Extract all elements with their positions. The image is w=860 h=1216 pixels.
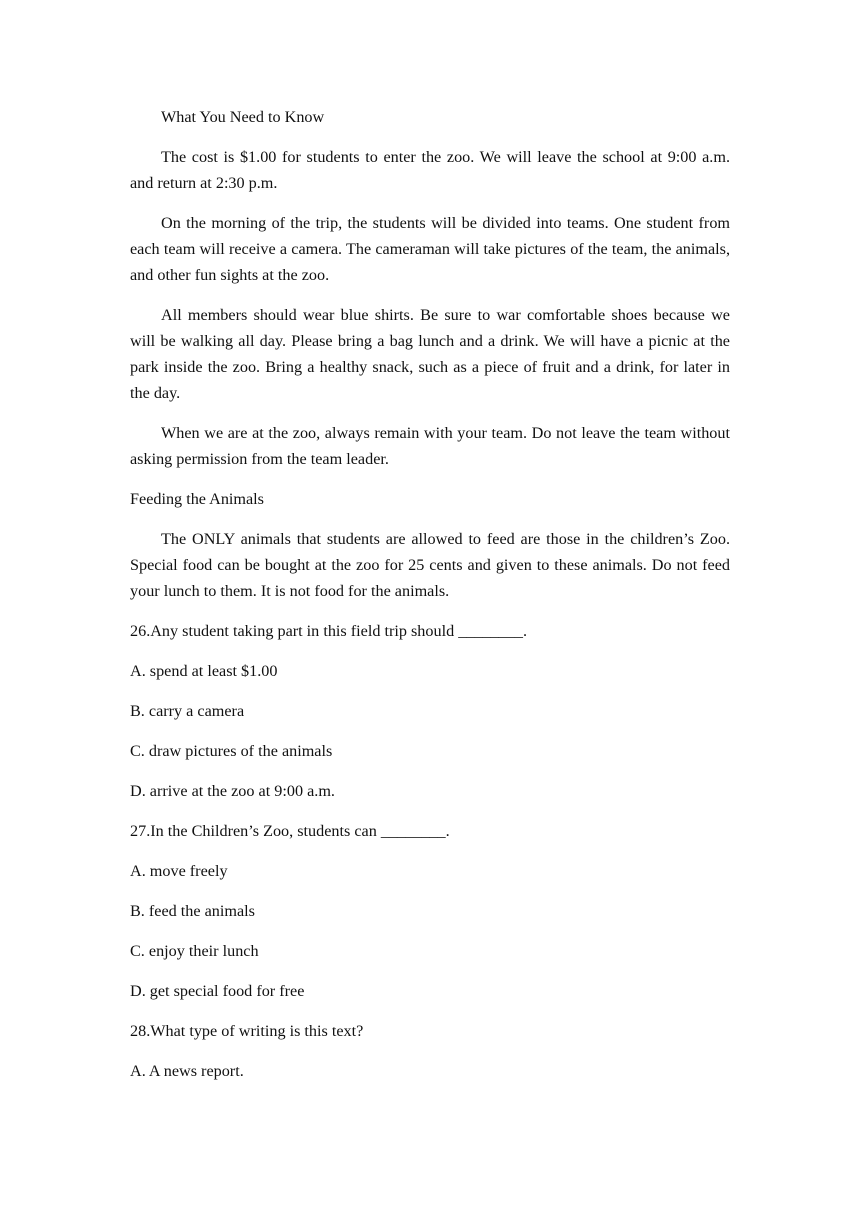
answer-option-b: B. carry a camera: [130, 702, 245, 720]
section-heading-feeding-the-animals: Feeding the Animals: [130, 490, 264, 508]
paragraph-clothing-lunch: All members should wear blue shirts. Be sure to war comfortable shoes because we will be walking all day. Please bring a bag lunch and a drink. We will have a picnic at the park inside the zoo. Bring a healthy snack, such as a piece of fruit and a drink, for later in the day.: [130, 306, 730, 402]
question-stem: 27.In the Children’s Zoo, students can ________.: [130, 822, 450, 840]
answer-option-a: A. move freely: [130, 862, 228, 880]
answer-option-c: C. draw pictures of the animals: [130, 742, 333, 760]
paragraph-stay-with-team: When we are at the zoo, always remain with your team. Do not leave the team without asking permission from the team leader.: [130, 424, 730, 468]
paragraph-cost: The cost is $1.00 for students to enter the zoo. We will leave the school at 9:00 a.m. and return at 2:30 p.m.: [130, 148, 730, 192]
answer-option-a: A. A news report.: [130, 1062, 244, 1080]
paragraph-feeding-rules: The ONLY animals that students are allowed to feed are those in the children’s Zoo. Special food can be bought at the zoo for 25 cents and given to these animals. Do not feed your lunch to them. It is not food for the animals.: [130, 530, 730, 600]
question-26: [130, 618, 730, 804]
section-heading-what-you-need-to-know: What You Need to Know: [161, 108, 325, 126]
answer-option-c: C. enjoy their lunch: [130, 942, 259, 960]
document-content: [130, 104, 730, 1098]
paragraph-teams: On the morning of the trip, the students will be divided into teams. One student from each team will receive a camera. The cameraman will take pictures of the team, the animals, and other fun sights at the zoo.: [130, 214, 730, 284]
answer-option-b: B. feed the animals: [130, 902, 255, 920]
answer-option-d: D. get special food for free: [130, 982, 305, 1000]
question-stem: 26.Any student taking part in this field trip should ________.: [130, 622, 528, 640]
answer-option-d: D. arrive at the zoo at 9:00 a.m.: [130, 782, 335, 800]
question-stem: 28.What type of writing is this text?: [130, 1022, 364, 1040]
question-27: [130, 818, 730, 1004]
question-28: [130, 1018, 730, 1084]
answer-option-a: A. spend at least $1.00: [130, 662, 278, 680]
